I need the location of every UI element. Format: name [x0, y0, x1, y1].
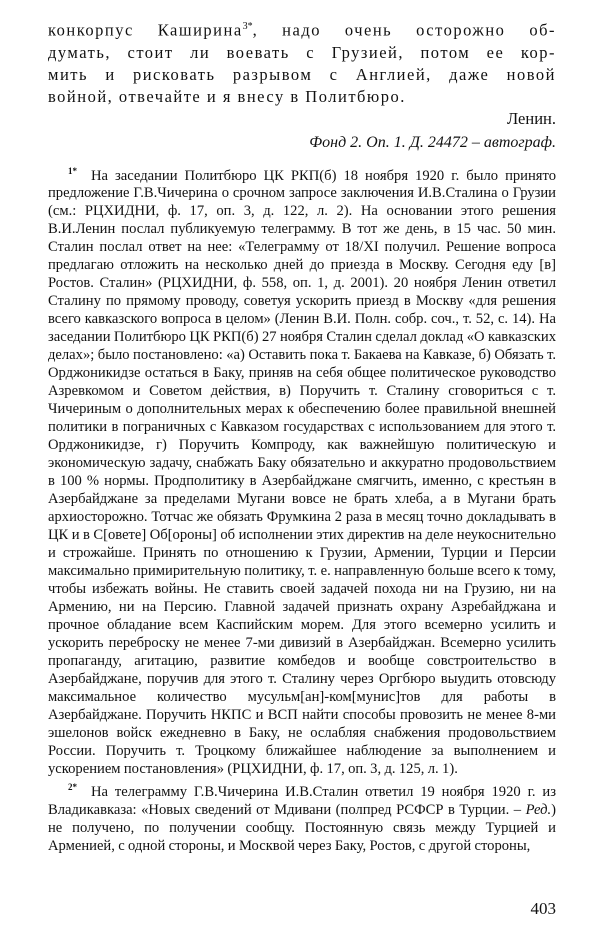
- archive-source: Фонд 2. Оп. 1. Д. 24472 – автограф.: [309, 133, 556, 151]
- document-page: [48, 16, 556, 855]
- editor-abbreviation: Ред.: [525, 802, 552, 819]
- telegram-line-1: конкорпус Каширина$^{3*}$, надо очень осторожно об-: [48, 20, 556, 40]
- signature: Ленин.: [506, 108, 556, 128]
- telegram-line-4: войной, отвечайте и я внесу в Политбюро.: [48, 86, 406, 106]
- footnote-2: [48, 778, 556, 855]
- footnote-marker: 2*: [68, 782, 77, 793]
- footnotes: [48, 162, 556, 856]
- footnote-1: [48, 162, 556, 779]
- footnote-ref-3: 3*: [242, 21, 253, 32]
- footnote-text-continued: ) не получено, по получении сообщу. Постоянную связь между Турцией и Арменией, с одной стороны, и Москвой через Баку, Ростов, с другой стороны,: [48, 802, 556, 855]
- telegram-text: [48, 16, 556, 108]
- footnote-text: На заседании Политбюро ЦК РКП(б) 18 ноября 1920 г. было принято предложение Г.В.Чичерина о срочном запросе заключения И.В.Сталина о Грузии (см.: РЦХИДНИ, ф. 17, оп. 3, д. 122, л. 2). На основании этого решения В.И.Ленин послал публикуемую телеграмму. В тот же день, в 15 час. 50 мин. Сталин послал ответ на нее: «Телеграмму от 18/XI получил. Решение вопроса предлагаю отложить на несколько дней до приезда в Москву. Сегодня еду [в] Ростов. Сталин» (РЦХИДНИ, ф. 558, оп. 1, д. 2001). 20 ноября Ленин ответил Сталину по прямому проводу, советуя ускорить приезд в Москву «для решения всего кавказского вопроса в целом» (Ленин В.И. Полн. собр. соч., т. 52, с. 14). На заседании Политбюро ЦК РКП(б) 27 ноября Сталин сделал доклад «О кавказских делах»; было постановлено: «а) Оставить пока т. Бакаева на Кавказе, б) Обязать т. Орджоникидзе остаться в Баку, приняв на себя общее политическое руководство Азревкомом и Советом действия, в) Поручить т. Сталину сговориться с т. Чичериным о дополнительных мерах к обеспечению более правильной внешней политики в пограничных с Кавказом государствах с использованием для этого т. Орджоникидзе, г) Поручить Компроду, как важнейшую политическую и экономическую задачу, снабжать Баку обязательно и аккуратно продовольствием в 100 % нормы. Продполитику в Азербайджане смягчить, именно, с крестьян в Азербайджане за пределами Мугани вовсе не брать хлеба, а в Мугани брать архиосторожно. Тотчас же обязать Фрумкина 2 раза в месяц точно докладывать в ЦК и в С[овете] Об[ороны] об исполнении этих директив на деле неукоснительно и строжайше. Принять по отношению к Грузии, Армении, Турции и Персии максимально примирительную политику, т. е. направленную больше всего к тому, чтобы избежать войны. Не ставить своей задачей похода ни на Грузию, ни на Армению, ни на Персию. Главной задачей признать охрану Азребайджана и прочное обладание всем Каспийским морем. Для этого всемерно усилить и ускорить переброску не менее 7-ми дивизий в Азербайджан. Всемерно усилить пропаганду, агитацию, развитие комбедов и вообще совстроительство в Азербайджане, поручив для этого т. Сталину через Оргбюро выудить отовсюду максимальное количество мусульм[ан]-ком[мунис]тов для работы в Азербайджане. Поручить НКПС и ВСП найти способы провозить не менее 8-ми эшелонов войск ежедневно в Баку, не ослабляя снабжения продовольствием России. Поручить т. Троцкому ближайшее наблюдение за выполнением и ускорением постановления» (РЦХИДНИ, ф. 17, оп. 3, д. 125, л. 1).: [48, 167, 556, 778]
- telegram-line-2: думать, стоит ли воевать с Грузией, потом ее кор-: [48, 42, 556, 62]
- footnote-text: На телеграмму Г.В.Чичерина И.В.Сталин ответил 19 ноября 1920 г. из Владикавказа: «Новых сведений от Мдивани (полпред РСФСР в Турции. –: [48, 784, 556, 819]
- footnote-marker: 1*: [68, 165, 77, 176]
- page-number: 403: [530, 899, 556, 918]
- telegram-line-3: мить и рисковать разрывом с Англией, даже новой: [48, 64, 556, 84]
